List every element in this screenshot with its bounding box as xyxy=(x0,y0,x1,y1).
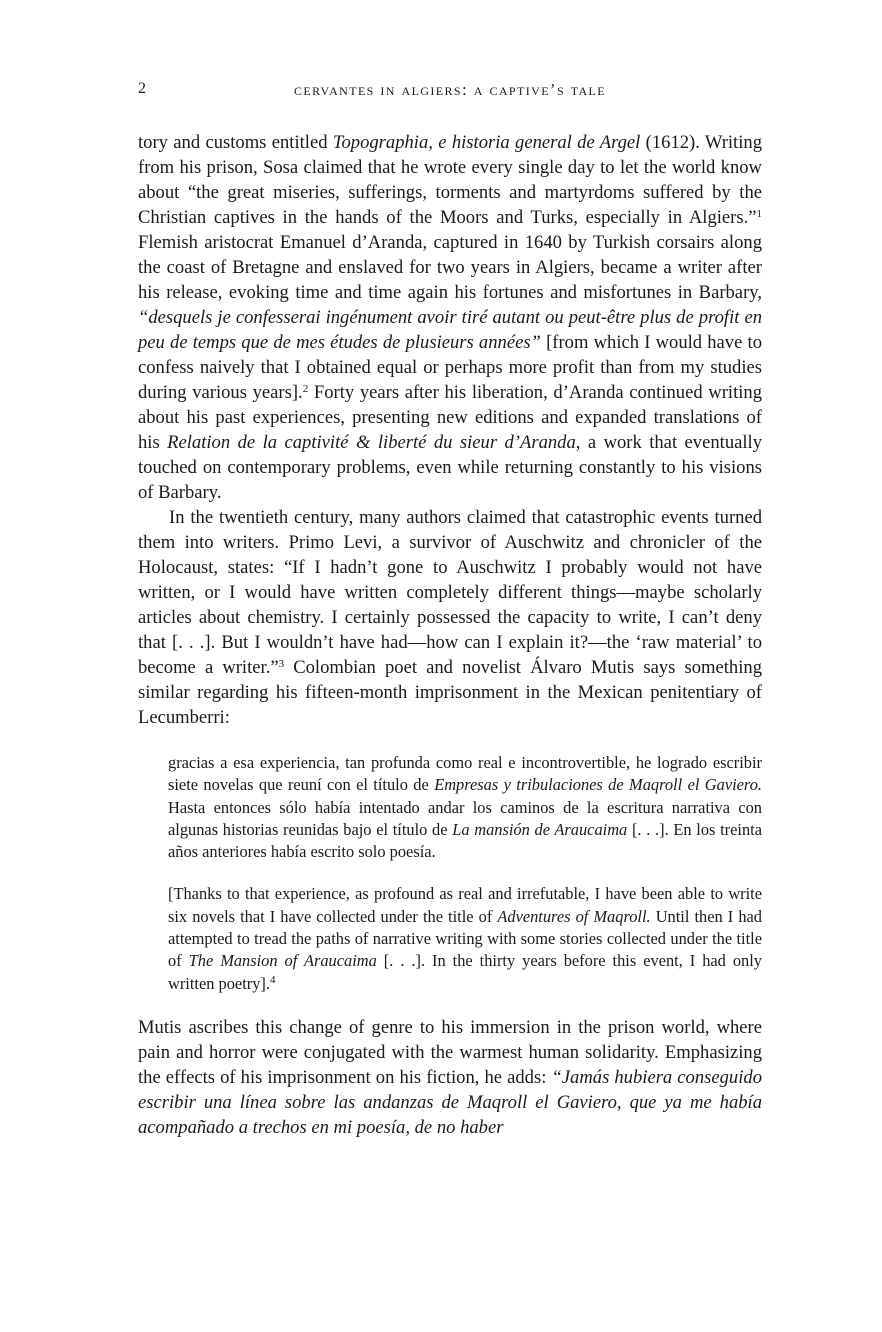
text-run: Colombian poet and novelist Álvaro Mutis says something similar regarding his fifteen-month imprisonment in the Mexican penitentiary of Lecumberri: xyxy=(138,657,762,728)
text-run: [from which I would have to confess naively that I obtained equal or perhaps more profit than from my studies during various years]. xyxy=(138,332,762,403)
paragraph-3 xyxy=(138,1015,762,1140)
text-run: [. . .]. En los treinta años anteriores había escrito solo poesía. xyxy=(168,819,762,862)
paragraph-2 xyxy=(138,505,762,730)
text-run: In the twentieth century, many authors claimed that catastrophic events turned them into writers. Primo Levi, a survivor of Auschwitz and chronicler of the Holocaust, states: “If I hadn’t gone to Auschwitz I probably would not have written, or I would have written completely different things—maybe scholarly articles about chemistry. I certainly possessed the capacity to write, I can’t deny that [. . .]. But I wouldn’t have had—how can I explain it?—the ‘raw material’ to become a writer.” xyxy=(138,507,762,678)
footnote-ref[interactable]: 1 xyxy=(756,208,762,220)
text-run: [. . .]. In the thirty years before this event, I had only written poetry]. xyxy=(168,951,762,993)
quote-spanish xyxy=(168,752,762,863)
running-head xyxy=(138,74,762,104)
book-page xyxy=(138,74,762,1140)
paragraph-1 xyxy=(138,130,762,505)
footnote-ref[interactable]: 2 xyxy=(302,383,309,395)
page-number: 2 xyxy=(138,80,148,97)
text-run: Flemish aristocrat Emanuel d’Aranda, captured in 1640 by Turkish corsairs along the coast of Bretagne and enslaved for two years in Algiers, became a writer after his release, evoking time and time again his fortunes and misfortunes in Barbary, xyxy=(138,232,762,303)
footnote-ref[interactable]: 4 xyxy=(269,973,276,986)
footnote-ref[interactable]: 3 xyxy=(278,658,285,670)
text-run: (1612). Writing from his prison, Sosa claimed that he wrote every single day to let the world know about “the great miseries, sufferings, torments and martyrdoms suffered by the Christian captives in the hands of the Moors and Turks, especially in Algiers.” xyxy=(138,132,762,228)
text-run: Forty years after his liberation, d’Aranda continued writing about his past experiences, presenting new editions and expanded translations of his xyxy=(138,382,762,453)
text-run: Hasta entonces sólo había intentado andar los caminos de la escritura narrativa con algunas historias reunidas bajo el título de xyxy=(168,797,762,839)
spanish-quotation: “Jamás hubiera conseguido escribir una línea sobre las andanzas de Maqroll el Gaviero, que ya me había acompañado a trechos en mi poesía, de no haber xyxy=(138,1066,762,1138)
running-title: cervantes in algiers: a captive’s tale xyxy=(293,80,607,99)
french-quotation: “desquels je confesserai ingénument avoir tiré autant ou peut-être plus de profit en peu de temps que de mes études de plusieurs années” xyxy=(138,307,762,353)
quote-english xyxy=(168,883,762,994)
text-run: Until then I had attempted to tread the paths of narrative writing with some stories collected under the title of xyxy=(168,906,762,971)
book-title: Empresas y tribulaciones de Maqroll el Gaviero. xyxy=(434,775,762,795)
text-run: , a work that eventually touched on contemporary problems, even while returning constantly to his visions of Barbary. xyxy=(138,432,762,503)
book-title: The Mansion of Araucaima xyxy=(188,951,377,971)
text-run: gracias a esa experiencia, tan profunda como real e incontrovertible, he logrado escribir siete novelas que reuní con el título de xyxy=(168,753,762,795)
body-text xyxy=(138,130,762,730)
text-run: Mutis ascribes this change of genre to his immersion in the prison world, where pain and horror were conjugated with the warmest human solidarity. Emphasizing the effects of his imprisonment on his fiction, he adds: xyxy=(138,1016,762,1088)
body-text-continued xyxy=(138,1015,762,1140)
book-title: Adventures of Maqroll. xyxy=(497,906,651,926)
book-title: Topographia, e historia general de Argel xyxy=(332,132,641,153)
text-run: [Thanks to that experience, as profound as real and irrefutable, I have been able to write six novels that I have collected under the title of xyxy=(168,884,762,926)
block-quote xyxy=(168,752,762,995)
book-title: La mansión de Araucaima xyxy=(452,819,628,839)
book-title: Relation de la captivité & liberté du sieur d’Aranda xyxy=(167,432,576,453)
text-run: tory and customs entitled xyxy=(138,132,333,153)
